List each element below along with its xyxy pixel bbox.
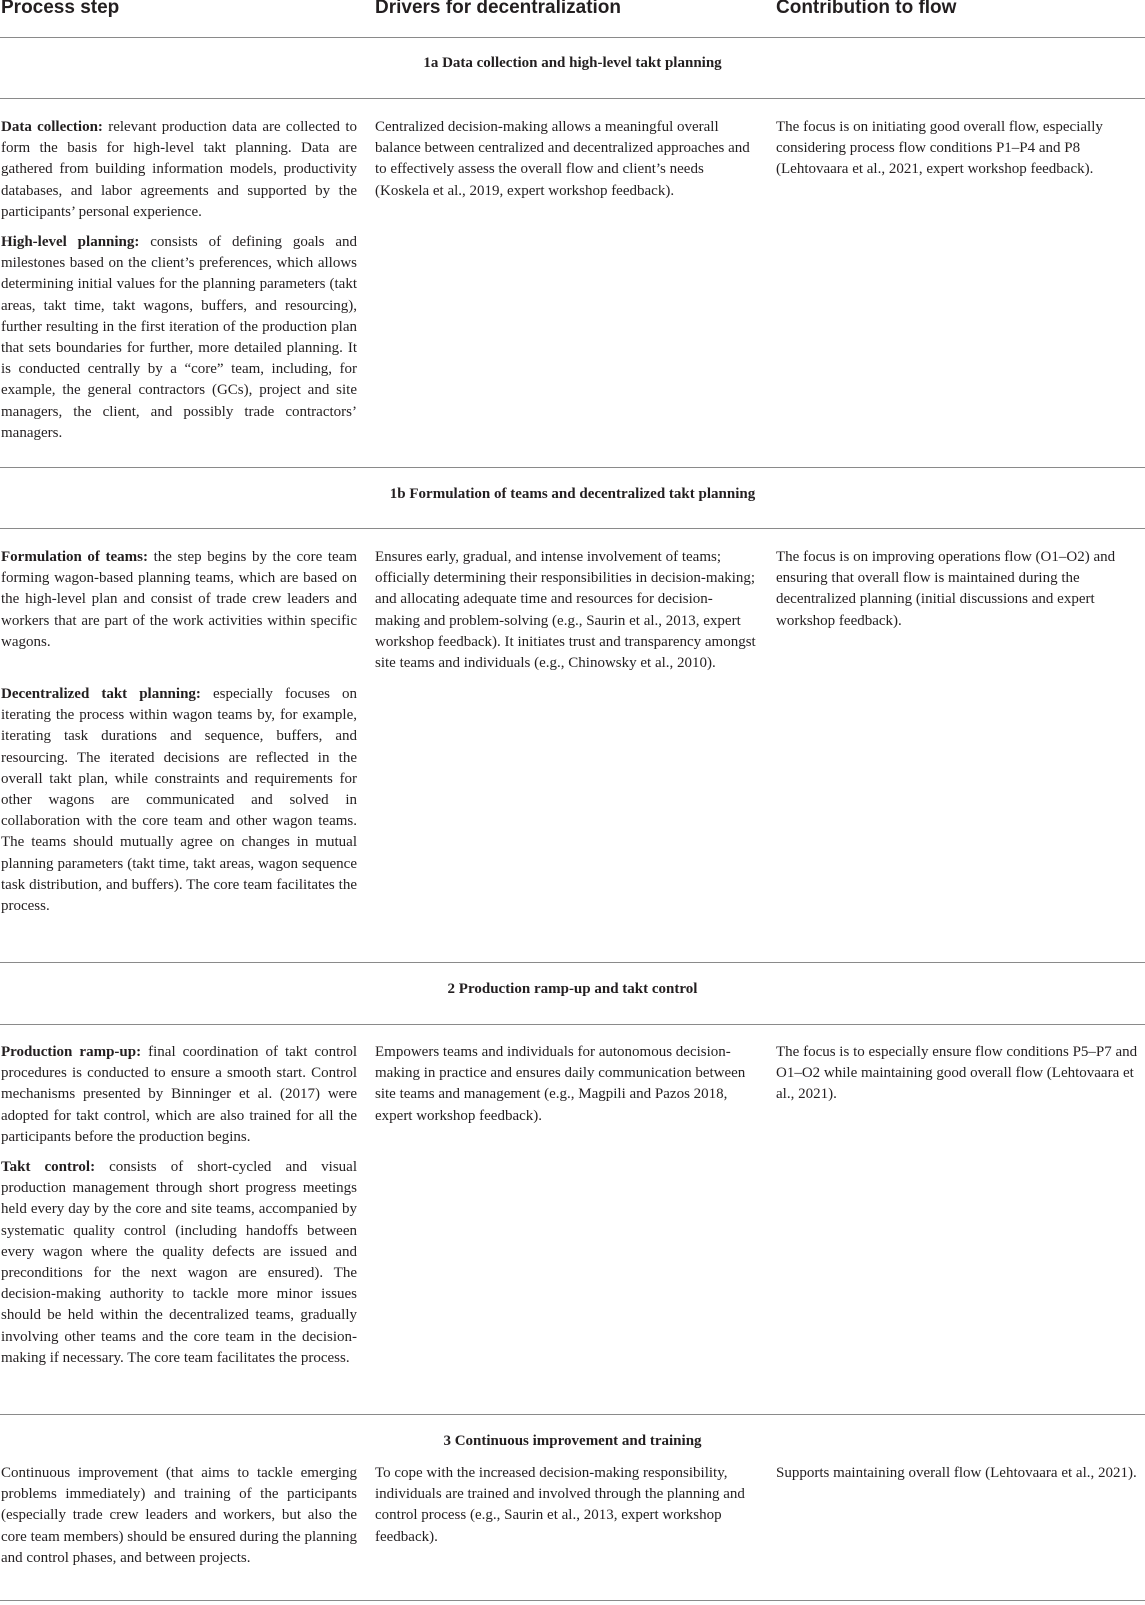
lead-term: Production ramp-up: [1,1044,142,1060]
divider [0,1024,1145,1025]
lead-term: Takt control: [1,1159,96,1176]
paragraph-text: especially focuses on iterating the process within wagon teams by, for example, iterating task durations and sequence, buffers, and resourcing. The iterated decisions are reflected in the overall takt plan, while constraints and requirements for other wagons are communicated and solved in collaboration with the core team and other wagon teams. The teams should mutually agree on changes in mutual planning parameters (takt time, takt areas, wagon sequence task distribution, and buffers). The core team facilitates the process. [1,686,357,915]
process-step-cell [1,117,357,453]
lead-term: Formulation of teams: [1,549,148,565]
divider [0,528,1145,529]
contribution-cell: Supports maintaining overall flow (Lehtovaara et al., 2021). [776,1465,1137,1481]
paragraph-text: consists of short-cycled and visual production management through short progress meetings held every day by the core and site teams, accompanied by systematic quality control (including handoffs between every wagon where the quality defects are issued and preconditions for the next wagon are ensured). The decision-making authority to tackle more minor issues should be held within the decentralized teams, gradually involving other teams and the core team in the decision-making if necessary. The core team facilitates the process. [1,1159,358,1366]
paragraph [1,1157,357,1369]
paragraph-text: final coordination of takt control procedures is conducted to ensure a smooth start. Control mechanisms presented by Binninger et al. (2017) were adopted for takt control, which are also trained for all the participants before the production begins. [1,1044,357,1145]
paragraph-text: consists of defining goals and milestones based on the client’s preferences, which allows determining initial values for the planning parameters (takt areas, takt time, takt wagons, buffers, and resourcing), further resulting in the first iteration of the production plan that sets boundaries for further, more detailed planning. It is conducted centrally by a “core” team, including, for example, the general contractors (GCs), project and site managers, the client, and possibly trade contractors’ managers. [1,234,357,441]
paragraph [1,547,357,653]
divider [0,962,1145,963]
paragraph-text: the step begins by the core team forming wagon-based planning teams, which are based on the high-level plan and consist of trade crew leaders and workers that are part of the work activities within specific wagons. [1,549,358,650]
divider [0,98,1145,99]
process-step-cell [1,1042,357,1378]
divider [0,1414,1145,1415]
paragraph-text: relevant production data are collected to form the basis for high-level takt planning. Data are gathered from building information models, productivity databases, and labor agreements and supported by the participants’ personal experience. [1,119,357,220]
drivers-cell: To cope with the increased decision-making responsibility, individuals are trained and involved through the planning and control process (e.g., Saurin et al., 2013, expert workshop feedback). [375,1465,745,1545]
paragraph [1,1042,357,1148]
paragraph [1,684,357,917]
lead-term: Data collection: [1,119,103,135]
section-title-3: 3 Continuous improvement and training [443,1433,702,1449]
process-step-cell: Continuous improvement (that aims to tackle emerging problems immediately) and training of the participants (especially trade crew leaders and workers, but also the core team members) should be ensured during the planning and control phases, and between projects. [1,1465,357,1566]
contribution-cell: The focus is to especially ensure flow conditions P5–P7 and O1–O2 while maintaining good overall flow (Lehtovaara et al., 2021). [776,1044,1138,1103]
paragraph [1,117,357,223]
section-title-2: 2 Production ramp-up and takt control [447,981,698,997]
contribution-cell: The focus is on initiating good overall flow, especially considering process flow conditions P1–P4 and P8 (Lehtovaara et al., 2021, expert workshop feedback). [776,119,1103,178]
drivers-cell: Centralized decision-making allows a meaningful overall balance between centralized and decentralized approaches and to effectively assess the overall flow and client’s needs (Koskela et al., 2019, expert workshop feedback). [375,119,750,199]
contribution-cell: The focus is on improving operations flow (O1–O2) and ensuring that overall flow is maintained during the decentralized planning (initial discussions and expert workshop feedback). [776,549,1116,629]
drivers-cell: Empowers teams and individuals for autonomous decision-making in practice and ensures daily communication between site teams and management (e.g., Magpili and Pazos 2018, expert workshop feedback). [375,1044,746,1124]
paragraph [1,232,357,444]
header-contribution: Contribution to flow [776,0,957,18]
header-process-step: Process step [1,0,120,18]
divider [0,1600,1145,1601]
process-step-cell [1,547,357,926]
section-title-1a: 1a Data collection and high-level takt planning [423,55,722,71]
lead-term: High-level planning: [1,234,140,251]
table-header [0,0,1145,36]
lead-term: Decentralized takt planning: [1,686,201,703]
drivers-cell: Ensures early, gradual, and intense involvement of teams; officially determining their responsibilities in decision-making; and allocating adequate time and resources for decision-making and problem-solving (e.g., Saurin et al., 2013, expert workshop feedback). It initiates trust and transparency amongst site teams and individuals (e.g., Chinowsky et al., 2010). [375,549,756,672]
divider [0,467,1145,468]
divider [0,37,1145,38]
header-drivers: Drivers for decentralization [375,0,622,18]
section-title-1b: 1b Formulation of teams and decentralized takt planning [389,486,756,502]
